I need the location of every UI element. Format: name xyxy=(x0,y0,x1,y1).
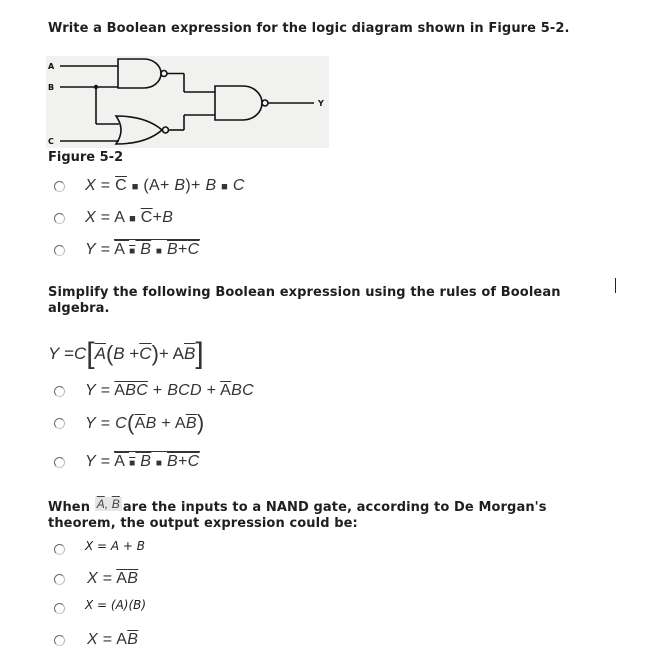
nand-gate-2-bubble xyxy=(262,100,268,106)
option-expression: $Y = \overline{A}\overline{BC}$ + BCD + $\overline{A}BC$ xyxy=(85,382,254,399)
inline-expression-image: $\overline{A}$, $\overline{B}$ xyxy=(96,497,120,511)
question-2-expression: $Y =C[\overline{A}(B +\overline{C})+ A\overline{B}]$ xyxy=(48,337,204,370)
radio-button[interactable] xyxy=(54,213,65,224)
q3-option-4[interactable] xyxy=(54,629,138,651)
logic-diagram-figure xyxy=(46,56,329,148)
radio-button[interactable] xyxy=(54,386,65,397)
input-label-a: A xyxy=(48,62,55,71)
radio-button[interactable] xyxy=(54,181,65,192)
radio-button[interactable] xyxy=(54,245,65,256)
q2-option-2[interactable] xyxy=(54,412,204,434)
q3-option-2[interactable] xyxy=(54,568,138,590)
radio-button[interactable] xyxy=(54,457,65,468)
option-expression: $X = A\overline{B}$ xyxy=(87,631,139,648)
q1-option-1[interactable] xyxy=(54,175,245,197)
option-expression: $X = \overline{C}$ ■ (A+ B)+ B ■ C xyxy=(85,177,245,194)
question-3-pre: When xyxy=(48,500,91,515)
option-expression: Y = A ■ B ■ B+C xyxy=(85,241,200,258)
option-expression: X = (A)(B) xyxy=(85,598,147,612)
option-expression: X = A + B xyxy=(85,539,146,553)
question-3-post: are the inputs to a NAND gate, according to De Morgan's xyxy=(122,500,547,515)
input-label-b: B xyxy=(48,83,55,92)
radio-button[interactable] xyxy=(54,574,65,585)
radio-button[interactable] xyxy=(54,603,65,614)
logic-diagram xyxy=(46,56,329,148)
q3-option-1[interactable] xyxy=(54,538,145,560)
nor-gate xyxy=(116,116,162,144)
q2-option-1[interactable] xyxy=(54,380,254,402)
question-2-line-2: algebra. xyxy=(48,301,110,316)
question-3-prompt xyxy=(48,497,547,532)
option-expression: $Y = C(\overline{A}B + A\overline{B})$ xyxy=(85,410,205,435)
nand-gate-1 xyxy=(118,59,161,88)
q2-option-3[interactable] xyxy=(54,451,200,473)
input-label-c: C xyxy=(48,137,54,146)
nand-gate-1-bubble xyxy=(161,71,167,77)
figure-caption: Figure 5-2 xyxy=(48,150,124,165)
question-2-line-1: Simplify the following Boolean expression using the rules of Boolean xyxy=(48,285,561,300)
question-1-prompt: Write a Boolean expression for the logic diagram shown in Figure 5-2. xyxy=(48,21,570,36)
question-3-line-2: theorem, the output expression could be: xyxy=(48,516,358,531)
question-2-prompt xyxy=(48,285,561,317)
output-label-y: Y xyxy=(318,99,324,108)
radio-button[interactable] xyxy=(54,418,65,429)
nor-gate-bubble xyxy=(163,127,169,133)
option-expression: X = A ■ $\overline{C}+B$ xyxy=(85,209,174,226)
option-expression: X = AB xyxy=(87,570,139,587)
junction-dot xyxy=(94,85,98,89)
radio-button[interactable] xyxy=(54,635,65,646)
radio-button[interactable] xyxy=(54,544,65,555)
q3-option-3[interactable] xyxy=(54,597,146,619)
q1-option-2[interactable] xyxy=(54,207,173,229)
q1-option-3[interactable] xyxy=(54,239,200,261)
text-cursor xyxy=(615,278,616,293)
option-expression: Y = A ■ B ■ B+C xyxy=(85,453,200,470)
nand-gate-2 xyxy=(215,86,262,120)
